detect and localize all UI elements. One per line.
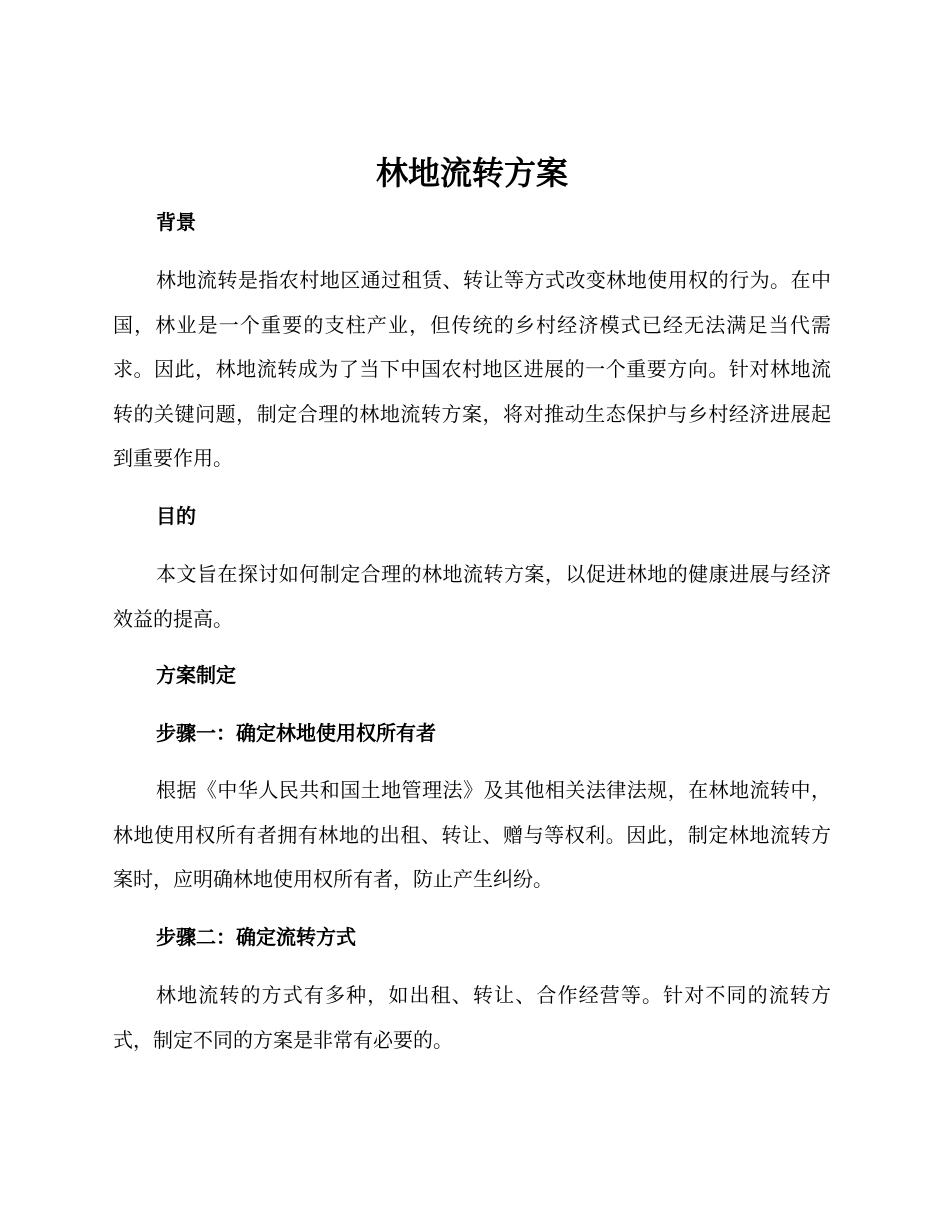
background-heading: 背景	[156, 210, 196, 234]
purpose-heading: 目的	[156, 504, 196, 528]
plan-heading: 方案制定	[156, 663, 236, 687]
step1-paragraph: 根据《中华人民共和国土地管理法》及其他相关法律法规，在林地流转中，林地使用权所有者拥有林地的出租、转让、赠与等权利。因此，制定林地流转方案时，应明确林地使用权所有者，防止产生纠纷。	[113, 778, 831, 892]
step2-paragraph: 林地流转的方式有多种，如出租、转让、合作经营等。针对不同的流转方式，制定不同的方案是非常有必要的。	[113, 983, 831, 1052]
step1-heading: 步骤一：确定林地使用权所有者	[156, 721, 436, 745]
document-title: 林地流转方案	[375, 154, 568, 192]
purpose-paragraph: 本文旨在探讨如何制定合理的林地流转方案，以促进林地的健康进展与经济效益的提高。	[113, 562, 831, 631]
background-paragraph: 林地流转是指农村地区通过租赁、转让等方式改变林地使用权的行为。在中国，林业是一个重要的支柱产业，但传统的乡村经济模式已经无法满足当代需求。因此，林地流转成为了当下中国农村地区进展的一个重要方向。针对林地流转的关键问题，制定合理的林地流转方案，将对推动生态保护与乡村经济进展起到重要作用。	[113, 268, 831, 471]
step2-heading: 步骤二：确定流转方式	[156, 925, 356, 949]
